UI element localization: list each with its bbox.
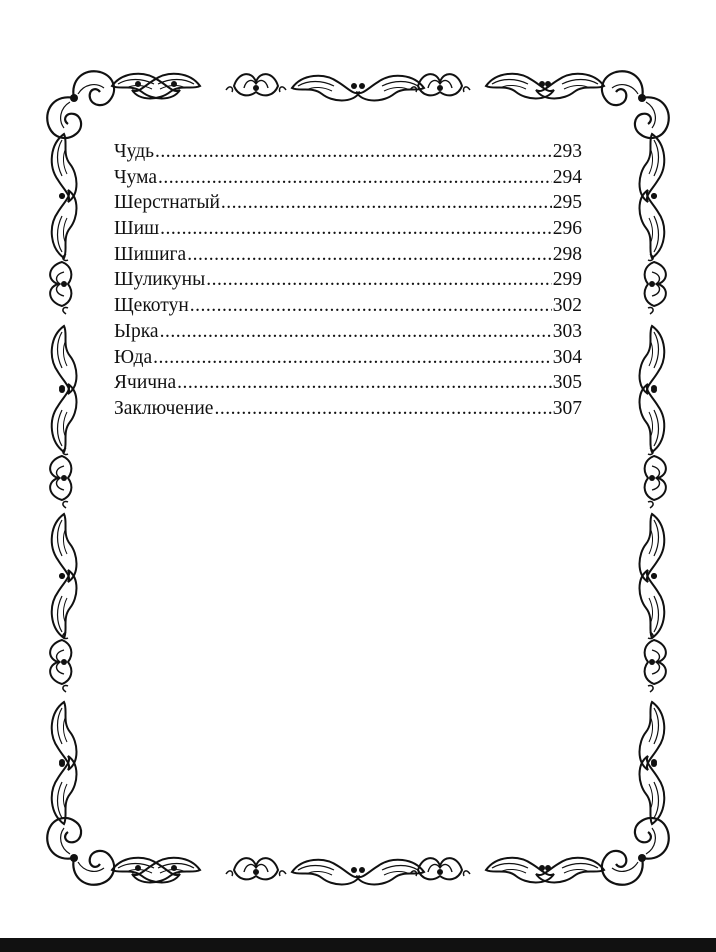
toc-entry-page: 295 bbox=[552, 192, 582, 214]
dot-leader bbox=[160, 216, 552, 242]
toc-entry[interactable] bbox=[114, 345, 582, 371]
toc-entry-page: 298 bbox=[552, 243, 582, 265]
toc-entry-page: 299 bbox=[552, 269, 582, 291]
toc-entry-title: Чудь bbox=[114, 141, 155, 162]
dot-leader bbox=[158, 165, 552, 191]
toc-entry-page: 307 bbox=[552, 397, 582, 419]
dot-leader bbox=[190, 293, 552, 319]
toc-entry[interactable] bbox=[114, 165, 582, 191]
corner-ornament-top-right bbox=[602, 71, 669, 138]
toc-entry[interactable] bbox=[114, 190, 582, 216]
table-of-contents bbox=[114, 139, 582, 422]
toc-entry[interactable] bbox=[114, 396, 582, 422]
toc-entry[interactable] bbox=[114, 216, 582, 242]
bottom-border-ornament bbox=[112, 858, 604, 885]
toc-entry[interactable] bbox=[114, 267, 582, 293]
toc-entry[interactable] bbox=[114, 319, 582, 345]
top-border-ornament bbox=[112, 74, 604, 101]
toc-entry-page: 293 bbox=[552, 141, 582, 162]
toc-entry-title: Чума bbox=[114, 166, 158, 188]
toc-entry-page: 304 bbox=[552, 346, 582, 368]
toc-entry-title: Ырка bbox=[114, 320, 159, 342]
right-border-ornament bbox=[640, 134, 666, 824]
toc-entry[interactable] bbox=[114, 242, 582, 268]
dot-leader bbox=[153, 345, 552, 371]
dot-leader bbox=[160, 319, 552, 345]
dot-leader bbox=[187, 242, 552, 268]
toc-entry-title: Заключение bbox=[114, 397, 214, 419]
dot-leader bbox=[177, 370, 552, 396]
corner-ornament-top-left bbox=[47, 71, 114, 138]
corner-ornament-bottom-right bbox=[602, 818, 669, 885]
dot-leader bbox=[214, 396, 551, 422]
toc-entry-page: 303 bbox=[552, 320, 582, 342]
toc-entry-page: 302 bbox=[552, 295, 582, 317]
dot-leader bbox=[206, 267, 552, 293]
toc-entry-title: Шуликуны bbox=[114, 269, 206, 291]
dot-leader bbox=[155, 139, 552, 165]
toc-entry-title: Шиш bbox=[114, 218, 160, 240]
dot-leader bbox=[221, 190, 552, 216]
toc-entry-page: 305 bbox=[552, 372, 582, 394]
left-border-ornament bbox=[50, 134, 76, 824]
corner-ornament-bottom-left bbox=[47, 818, 114, 885]
toc-entry-title: Юда bbox=[114, 346, 153, 368]
toc-entry-page: 296 bbox=[552, 218, 582, 240]
bottom-edge-bar bbox=[0, 938, 716, 952]
toc-entry-title: Щекотун bbox=[114, 295, 189, 317]
toc-entry[interactable] bbox=[114, 370, 582, 396]
toc-entry-title: Шишига bbox=[114, 243, 187, 265]
toc-entry-title: Шерстнатый bbox=[114, 192, 220, 214]
toc-entry-page: 294 bbox=[552, 166, 582, 188]
toc-entry[interactable] bbox=[114, 293, 582, 319]
toc-entry-title: Ячична bbox=[114, 372, 177, 394]
toc-entry[interactable] bbox=[114, 139, 582, 165]
